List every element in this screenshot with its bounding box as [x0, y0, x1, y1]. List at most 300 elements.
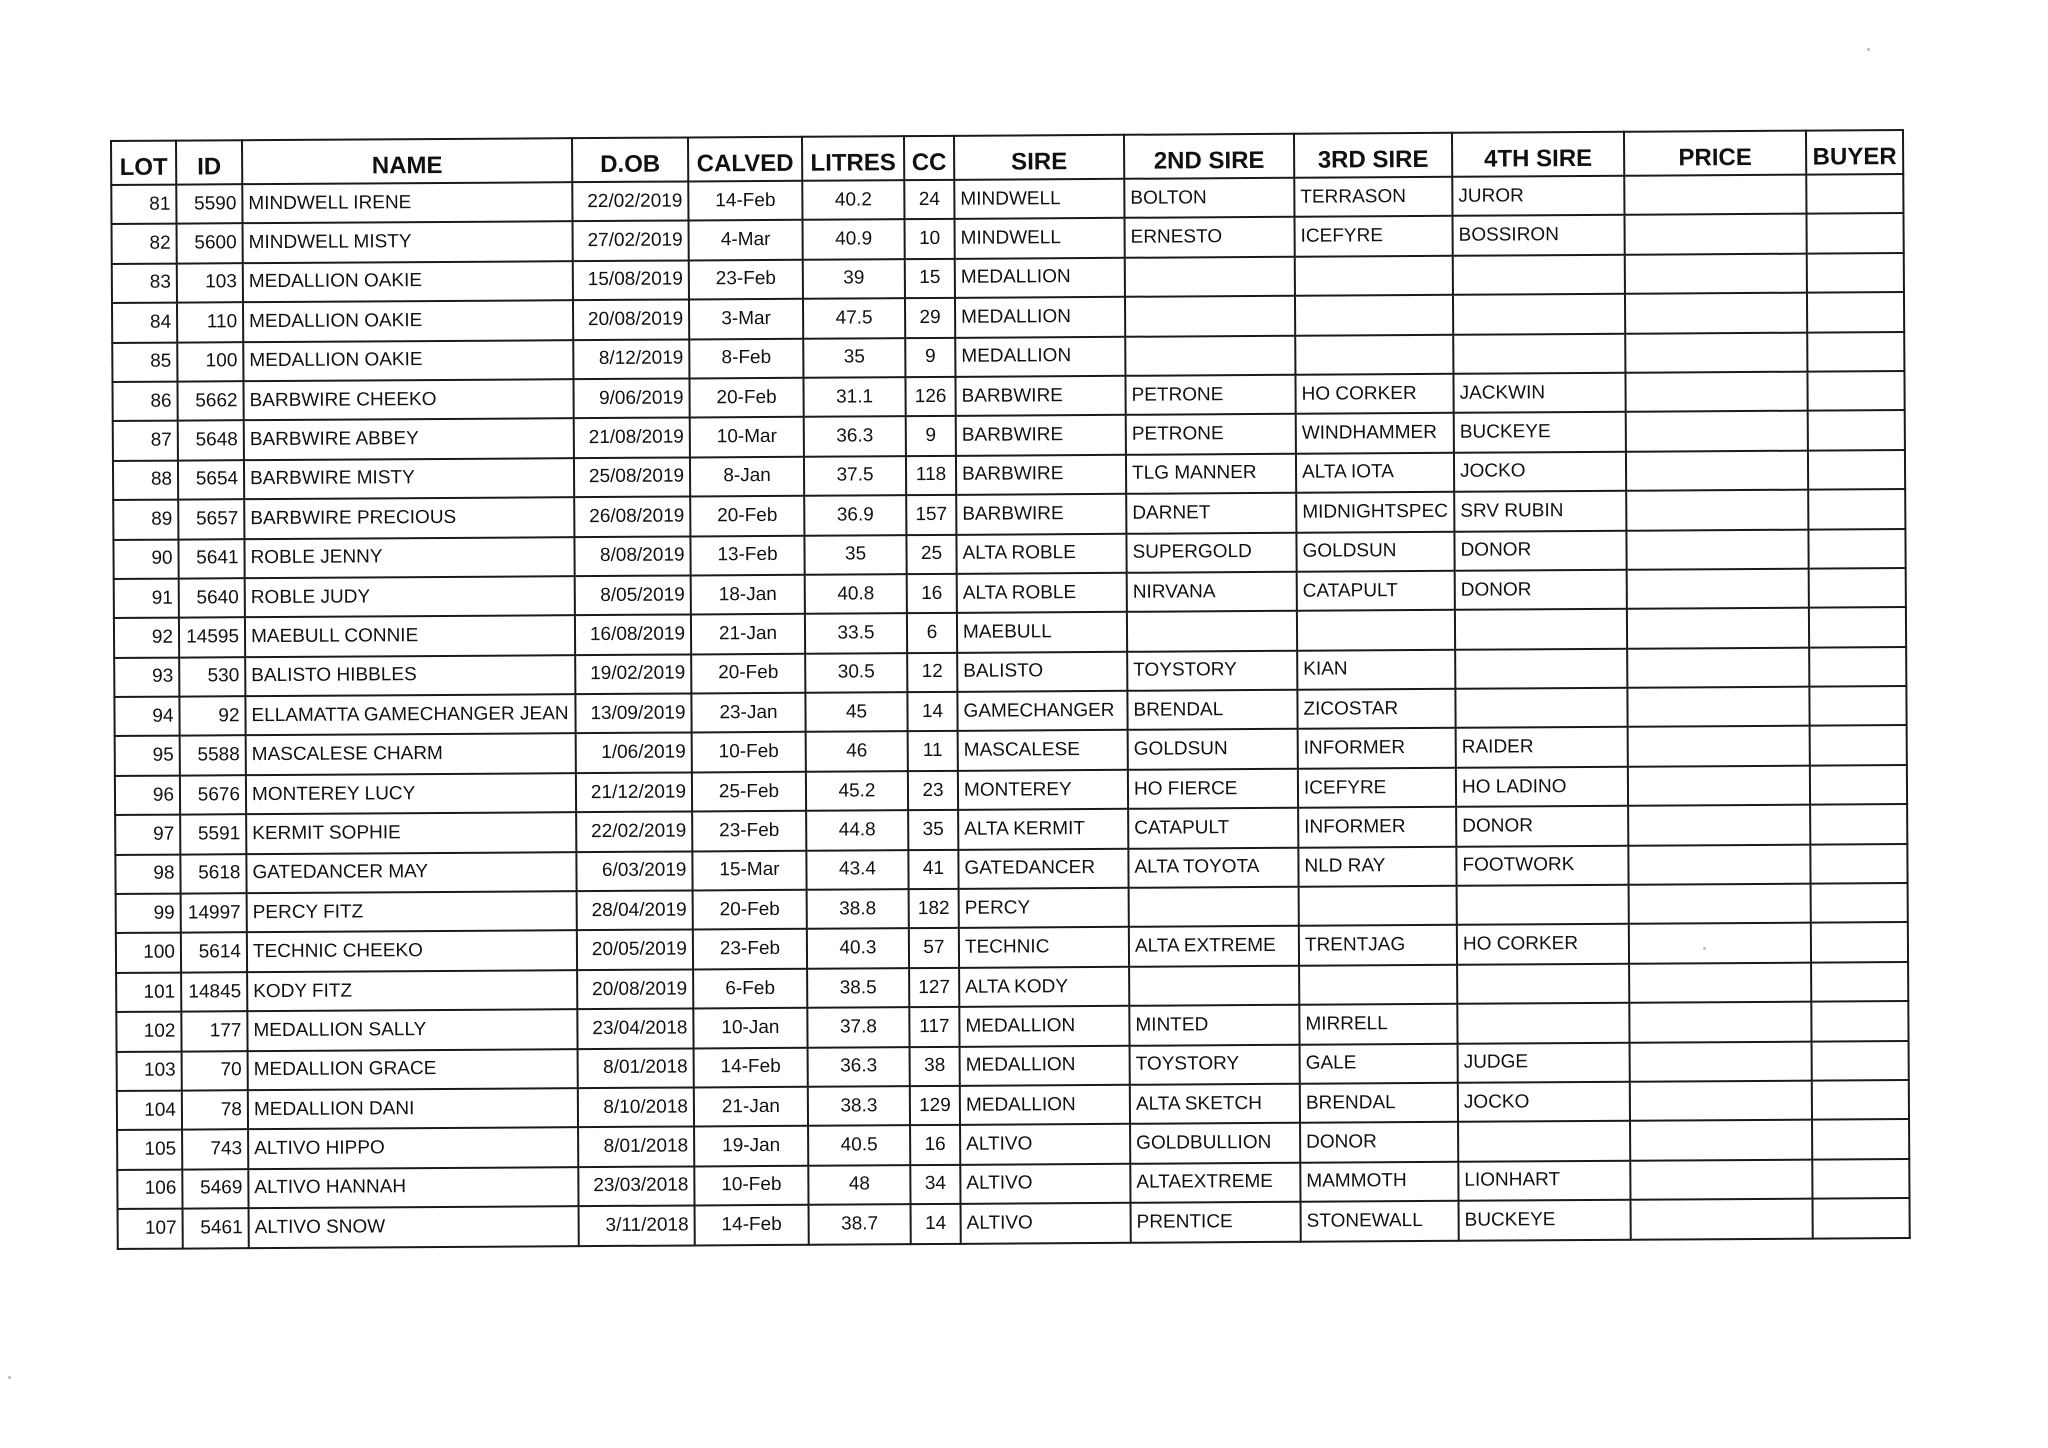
cell-litres: 33.5: [805, 613, 907, 653]
cell-litres: 31.1: [803, 377, 905, 417]
cell-second-sire: DARNET: [1126, 493, 1296, 533]
cell-third-sire: STONEWALL: [1301, 1201, 1459, 1241]
cell-third-sire: NLD RAY: [1298, 846, 1456, 886]
cell-fourth-sire: [1453, 255, 1625, 295]
cell-dob: 28/04/2019: [577, 890, 693, 930]
cell-price: [1626, 490, 1808, 531]
cell-name: MINDWELL MISTY: [243, 222, 573, 263]
cell-id: 5641: [178, 539, 244, 579]
cell-price: [1626, 529, 1808, 570]
cell-price: [1625, 293, 1807, 334]
cell-dob: 23/03/2018: [578, 1166, 694, 1206]
cell-dob: 27/02/2019: [573, 221, 689, 261]
cell-lot: 99: [116, 894, 181, 934]
cell-id: 5654: [178, 460, 244, 500]
cell-cc: 157: [906, 495, 956, 535]
cell-third-sire: GALE: [1300, 1043, 1458, 1083]
cell-dob: 25/08/2019: [574, 457, 690, 497]
cell-third-sire: KIAN: [1297, 649, 1455, 689]
cell-third-sire: MAMMOTH: [1300, 1162, 1458, 1202]
cell-name: ROBLE JENNY: [244, 537, 574, 578]
cell-third-sire: TERRASON: [1294, 177, 1452, 217]
cell-name: ELLAMATTA GAMECHANGER JEAN: [245, 694, 575, 735]
cell-cc: 11: [908, 731, 958, 771]
cell-sire: GATEDANCER: [958, 848, 1128, 888]
cell-price: [1628, 726, 1810, 767]
cell-second-sire: TLG MANNER: [1126, 453, 1296, 493]
cell-name: ALTIVO SNOW: [249, 1206, 579, 1247]
cell-price: [1630, 1120, 1812, 1161]
cell-price: [1624, 175, 1806, 216]
cell-litres: 38.3: [808, 1086, 910, 1126]
cell-second-sire: HO FIERCE: [1128, 769, 1298, 809]
cell-litres: 39: [803, 259, 905, 299]
cell-name: ALTIVO HIPPO: [248, 1128, 578, 1169]
cell-dob: 13/09/2019: [575, 694, 691, 734]
cell-fourth-sire: DONOR: [1454, 530, 1626, 570]
cell-name: MEDALLION SALLY: [247, 1009, 577, 1050]
cell-lot: 104: [117, 1091, 182, 1131]
cell-price: [1630, 1081, 1812, 1122]
column-header-dob: D.OB: [572, 137, 688, 182]
cell-sire: MEDALLION: [959, 1006, 1129, 1046]
cell-fourth-sire: BUCKEYE: [1459, 1200, 1631, 1240]
cell-buyer: [1812, 1159, 1909, 1199]
cell-buyer: [1808, 489, 1905, 529]
cell-price: [1626, 411, 1808, 452]
cell-id: 5648: [178, 421, 244, 461]
cell-name: BARBWIRE MISTY: [244, 458, 574, 499]
cell-third-sire: [1299, 886, 1457, 926]
cell-second-sire: BOLTON: [1124, 178, 1294, 218]
cell-fourth-sire: RAIDER: [1456, 727, 1628, 767]
cell-third-sire: WINDHAMMER: [1296, 413, 1454, 453]
cell-litres: 46: [806, 732, 908, 772]
cell-second-sire: MINTED: [1129, 1005, 1299, 1045]
cell-sire: PERCY: [959, 888, 1129, 928]
cell-name: ALTIVO HANNAH: [248, 1167, 578, 1208]
cell-sire: ALTIVO: [961, 1203, 1131, 1243]
cell-third-sire: INFORMER: [1298, 728, 1456, 768]
cell-id: 177: [181, 1011, 247, 1051]
cell-calved: 18-Jan: [691, 575, 805, 615]
cell-id: 92: [179, 696, 245, 736]
scan-speck: [8, 1376, 11, 1379]
cell-dob: 8/01/2018: [578, 1127, 694, 1167]
cell-dob: 8/08/2019: [574, 536, 690, 576]
cell-second-sire: ALTA SKETCH: [1130, 1084, 1300, 1124]
cell-id: 110: [177, 302, 243, 342]
cell-price: [1629, 1002, 1811, 1043]
column-header-litres: LITRES: [802, 136, 904, 181]
cell-fourth-sire: JOCKO: [1454, 451, 1626, 491]
cell-sire: MEDALLION: [960, 1085, 1130, 1125]
cell-dob: 3/11/2018: [579, 1206, 695, 1246]
cell-calved: 14-Feb: [695, 1205, 809, 1245]
cell-name: BARBWIRE PRECIOUS: [244, 497, 574, 538]
cell-third-sire: HO CORKER: [1295, 374, 1453, 414]
cell-second-sire: GOLDSUN: [1128, 729, 1298, 769]
cell-third-sire: TRENTJAG: [1299, 925, 1457, 965]
cell-sire: BARBWIRE: [956, 494, 1126, 534]
cell-third-sire: INFORMER: [1298, 807, 1456, 847]
cell-id: 100: [177, 342, 243, 382]
cell-second-sire: [1125, 296, 1295, 336]
cell-fourth-sire: [1457, 964, 1629, 1004]
cell-dob: 9/06/2019: [573, 378, 689, 418]
cell-sire: MAEBULL: [957, 612, 1127, 652]
cell-dob: 20/05/2019: [577, 930, 693, 970]
cell-id: 5676: [180, 775, 246, 815]
cell-price: [1627, 687, 1809, 728]
cell-lot: 83: [112, 263, 177, 303]
cell-buyer: [1812, 1041, 1909, 1081]
cell-fourth-sire: JUDGE: [1458, 1042, 1630, 1082]
cell-price: [1625, 332, 1807, 373]
cell-price: [1631, 1199, 1813, 1240]
cell-fourth-sire: BUCKEYE: [1454, 412, 1626, 452]
cell-buyer: [1810, 765, 1907, 805]
cell-second-sire: ALTAEXTREME: [1130, 1163, 1300, 1203]
cell-calved: 10-Feb: [692, 732, 806, 772]
cell-second-sire: ALTA TOYOTA: [1128, 847, 1298, 887]
cell-litres: 36.3: [804, 416, 906, 456]
cell-dob: 26/08/2019: [574, 497, 690, 537]
cell-lot: 106: [117, 1169, 182, 1209]
cell-buyer: [1808, 410, 1905, 450]
cell-third-sire: [1295, 256, 1453, 296]
cell-name: ROBLE JUDY: [245, 576, 575, 617]
cell-second-sire: [1127, 611, 1297, 651]
cell-calved: 21-Jan: [694, 1087, 808, 1127]
cell-third-sire: ZICOSTAR: [1297, 689, 1455, 729]
cell-fourth-sire: HO CORKER: [1457, 924, 1629, 964]
cell-lot: 84: [112, 303, 177, 343]
cell-fourth-sire: JUROR: [1452, 176, 1624, 216]
cell-dob: 15/08/2019: [573, 260, 689, 300]
cell-id: 5590: [176, 184, 242, 224]
cell-lot: 85: [112, 342, 177, 382]
cell-buyer: [1812, 1119, 1909, 1159]
cell-fourth-sire: [1455, 688, 1627, 728]
cell-price: [1624, 214, 1806, 255]
cell-calved: 6-Feb: [693, 969, 807, 1009]
cell-name: MEDALLION DANI: [248, 1088, 578, 1129]
cell-buyer: [1806, 213, 1903, 253]
cell-lot: 81: [111, 185, 176, 225]
cell-buyer: [1810, 804, 1907, 844]
cell-id: 530: [179, 657, 245, 697]
cell-price: [1627, 647, 1809, 688]
cell-cc: 24: [904, 180, 954, 220]
cell-dob: 6/03/2019: [576, 851, 692, 891]
cell-id: 5461: [183, 1208, 249, 1248]
sale-sheet: [110, 129, 1911, 1249]
cell-fourth-sire: SRV RUBIN: [1454, 491, 1626, 531]
cell-dob: 8/12/2019: [573, 339, 689, 379]
cell-calved: 10-Mar: [690, 417, 804, 457]
cell-cc: 57: [909, 928, 959, 968]
cell-dob: 21/12/2019: [576, 772, 692, 812]
cell-cc: 16: [907, 574, 957, 614]
cell-buyer: [1811, 962, 1908, 1002]
cell-lot: 86: [112, 382, 177, 422]
cell-sire: BARBWIRE: [955, 376, 1125, 416]
cell-dob: 19/02/2019: [575, 654, 691, 694]
cell-id: 5614: [181, 933, 247, 973]
cell-cc: 16: [910, 1125, 960, 1165]
column-header-buyer: BUYER: [1806, 130, 1903, 175]
cell-calved: 15-Mar: [692, 850, 806, 890]
cell-calved: 21-Jan: [691, 614, 805, 654]
cell-dob: 20/08/2019: [573, 300, 689, 340]
cell-id: 743: [182, 1130, 248, 1170]
cell-dob: 8/10/2018: [578, 1087, 694, 1127]
cell-buyer: [1809, 607, 1906, 647]
cell-id: 5657: [178, 499, 244, 539]
cell-calved: 10-Jan: [693, 1008, 807, 1048]
cell-third-sire: DONOR: [1300, 1122, 1458, 1162]
cell-cc: 126: [905, 377, 955, 417]
cell-cc: 34: [910, 1165, 960, 1205]
cell-lot: 96: [115, 775, 180, 815]
cell-cc: 9: [906, 416, 956, 456]
cell-litres: 40.8: [805, 574, 907, 614]
cell-name: BARBWIRE CHEEKO: [243, 379, 573, 420]
cell-id: 14845: [181, 972, 247, 1012]
cell-buyer: [1807, 371, 1904, 411]
cell-litres: 44.8: [806, 810, 908, 850]
cell-cc: 127: [909, 968, 959, 1008]
cell-cc: 29: [905, 298, 955, 338]
cell-dob: 22/02/2019: [576, 812, 692, 852]
cell-lot: 92: [114, 618, 179, 658]
cell-calved: 4-Mar: [689, 220, 803, 260]
column-header-sire: SIRE: [954, 135, 1124, 180]
cell-id: 70: [182, 1051, 248, 1091]
cell-sire: ALTA KODY: [959, 967, 1129, 1007]
cell-cc: 10: [905, 219, 955, 259]
cell-price: [1628, 765, 1810, 806]
cell-price: [1629, 884, 1811, 925]
cell-id: 5469: [182, 1169, 248, 1209]
cell-third-sire: CATAPULT: [1297, 571, 1455, 611]
cell-lot: 90: [113, 539, 178, 579]
cell-second-sire: [1125, 257, 1295, 297]
cell-calved: 20-Feb: [690, 496, 804, 536]
cell-sire: MASCALESE: [958, 730, 1128, 770]
cell-second-sire: PRENTICE: [1131, 1202, 1301, 1242]
cell-dob: 16/08/2019: [575, 615, 691, 655]
cell-sire: BALISTO: [957, 651, 1127, 691]
cell-lot: 95: [115, 736, 180, 776]
cell-cc: 9: [905, 337, 955, 377]
cell-name: MAEBULL CONNIE: [245, 615, 575, 656]
cell-id: 14595: [179, 617, 245, 657]
cell-fourth-sire: [1455, 648, 1627, 688]
cell-sire: MEDALLION: [960, 1045, 1130, 1085]
cell-buyer: [1811, 883, 1908, 923]
cell-buyer: [1807, 292, 1904, 332]
cell-fourth-sire: [1453, 333, 1625, 373]
cell-fourth-sire: JACKWIN: [1453, 373, 1625, 413]
column-header-calved: CALVED: [688, 137, 802, 182]
cell-price: [1629, 962, 1811, 1003]
cell-calved: 13-Feb: [690, 535, 804, 575]
cell-second-sire: [1129, 887, 1299, 927]
cell-second-sire: ERNESTO: [1124, 217, 1294, 257]
cell-calved: 10-Feb: [694, 1166, 808, 1206]
cell-calved: 23-Feb: [689, 260, 803, 300]
cell-buyer: [1807, 253, 1904, 293]
cell-cc: 117: [909, 1007, 959, 1047]
cell-name: MASCALESE CHARM: [246, 734, 576, 775]
cell-price: [1627, 569, 1809, 610]
column-header-lot: LOT: [111, 141, 176, 185]
column-header-price: PRICE: [1624, 131, 1806, 176]
cell-sire: ALTA KERMIT: [958, 809, 1128, 849]
cell-dob: 8/05/2019: [575, 575, 691, 615]
cell-second-sire: BRENDAL: [1127, 690, 1297, 730]
cell-calved: 14-Feb: [688, 181, 802, 221]
cell-third-sire: [1299, 965, 1457, 1005]
cell-lot: 97: [115, 815, 180, 855]
cell-litres: 36.9: [804, 495, 906, 535]
cell-cc: 14: [911, 1204, 961, 1244]
scan-speck: [1867, 48, 1870, 51]
cell-calved: 19-Jan: [694, 1126, 808, 1166]
cell-price: [1625, 372, 1807, 413]
cell-third-sire: ICEFYRE: [1294, 216, 1452, 256]
cell-lot: 94: [114, 697, 179, 737]
cell-name: BARBWIRE ABBEY: [244, 419, 574, 460]
cell-buyer: [1810, 726, 1907, 766]
cell-calved: 25-Feb: [692, 772, 806, 812]
cell-buyer: [1807, 332, 1904, 372]
table-body: [111, 174, 1909, 1248]
cell-lot: 105: [117, 1130, 182, 1170]
cell-buyer: [1806, 174, 1903, 214]
cell-buyer: [1811, 922, 1908, 962]
cell-name: MEDALLION GRACE: [248, 1049, 578, 1090]
cell-cc: 12: [907, 653, 957, 693]
cell-sire: BARBWIRE: [956, 415, 1126, 455]
cell-fourth-sire: FOOTWORK: [1456, 845, 1628, 885]
cell-cc: 6: [907, 613, 957, 653]
cell-dob: 21/08/2019: [574, 418, 690, 458]
cell-name: MEDALLION OAKIE: [243, 300, 573, 341]
scan-speck: [1703, 947, 1706, 950]
cell-litres: 40.5: [808, 1126, 910, 1166]
cell-fourth-sire: HO LADINO: [1456, 767, 1628, 807]
cell-name: KERMIT SOPHIE: [246, 812, 576, 853]
cell-cc: 118: [906, 456, 956, 496]
cell-sire: MONTEREY: [958, 770, 1128, 810]
cell-dob: 22/02/2019: [572, 181, 688, 221]
cell-id: 5591: [180, 814, 246, 854]
cell-fourth-sire: [1457, 1003, 1629, 1043]
cell-price: [1625, 253, 1807, 294]
cell-name: PERCY FITZ: [247, 891, 577, 932]
cell-fourth-sire: JOCKO: [1458, 1082, 1630, 1122]
cell-litres: 43.4: [806, 850, 908, 890]
cell-third-sire: [1295, 334, 1453, 374]
cell-price: [1630, 1041, 1812, 1082]
cell-sire: MEDALLION: [955, 258, 1125, 298]
cell-price: [1626, 450, 1808, 491]
cell-litres: 35: [804, 535, 906, 575]
cell-cc: 23: [908, 771, 958, 811]
cell-litres: 35: [803, 338, 905, 378]
cell-cc: 35: [908, 810, 958, 850]
cell-second-sire: [1125, 335, 1295, 375]
cell-calved: 20-Feb: [691, 653, 805, 693]
cell-cc: 15: [905, 259, 955, 299]
cell-sire: MINDWELL: [954, 218, 1124, 258]
cell-sire: TECHNIC: [959, 927, 1129, 967]
cell-sire: MINDWELL: [954, 179, 1124, 219]
cell-sire: ALTIVO: [960, 1164, 1130, 1204]
cell-third-sire: ICEFYRE: [1298, 768, 1456, 808]
cell-name: BALISTO HIBBLES: [245, 655, 575, 696]
cell-lot: 93: [114, 657, 179, 697]
cell-litres: 40.2: [802, 180, 904, 220]
column-header-fourth-sire: 4TH SIRE: [1452, 132, 1624, 177]
cell-second-sire: TOYSTORY: [1127, 650, 1297, 690]
cell-sire: GAMECHANGER: [957, 691, 1127, 731]
cell-dob: 8/01/2018: [578, 1048, 694, 1088]
cell-second-sire: PETRONE: [1126, 414, 1296, 454]
cell-id: 5662: [177, 381, 243, 421]
cell-name: MEDALLION OAKIE: [243, 340, 573, 381]
cell-buyer: [1809, 686, 1906, 726]
cell-litres: 40.9: [803, 220, 905, 260]
cell-id: 78: [182, 1090, 248, 1130]
column-header-second-sire: 2ND SIRE: [1124, 134, 1294, 179]
cell-lot: 98: [115, 854, 180, 894]
cell-lot: 88: [113, 460, 178, 500]
cell-id: 5588: [180, 736, 246, 776]
cell-calved: 3-Mar: [689, 299, 803, 339]
cell-litres: 37.5: [804, 456, 906, 496]
cell-second-sire: [1129, 966, 1299, 1006]
cell-litres: 40.3: [807, 929, 909, 969]
cell-id: 103: [177, 263, 243, 303]
cell-price: [1628, 844, 1810, 885]
cell-third-sire: GOLDSUN: [1296, 531, 1454, 571]
cell-third-sire: [1297, 610, 1455, 650]
cell-calved: 8-Jan: [690, 457, 804, 497]
cell-fourth-sire: LIONHART: [1458, 1160, 1630, 1200]
cattle-sale-table: [110, 129, 1911, 1249]
cell-dob: 20/08/2019: [577, 969, 693, 1009]
cell-litres: 47.5: [803, 298, 905, 338]
cell-second-sire: GOLDBULLION: [1130, 1123, 1300, 1163]
cell-cc: 38: [910, 1046, 960, 1086]
cell-id: 5618: [180, 854, 246, 894]
cell-name: MONTEREY LUCY: [246, 773, 576, 814]
cell-fourth-sire: [1453, 294, 1625, 334]
cell-lot: 107: [118, 1209, 183, 1249]
column-header-third-sire: 3RD SIRE: [1294, 133, 1452, 178]
cell-sire: ALTA ROBLE: [956, 533, 1126, 573]
cell-cc: 129: [910, 1086, 960, 1126]
cell-fourth-sire: [1458, 1121, 1630, 1161]
cell-sire: ALTA ROBLE: [957, 573, 1127, 613]
cell-lot: 103: [117, 1051, 182, 1091]
cell-litres: 36.3: [808, 1047, 910, 1087]
cell-buyer: [1809, 568, 1906, 608]
